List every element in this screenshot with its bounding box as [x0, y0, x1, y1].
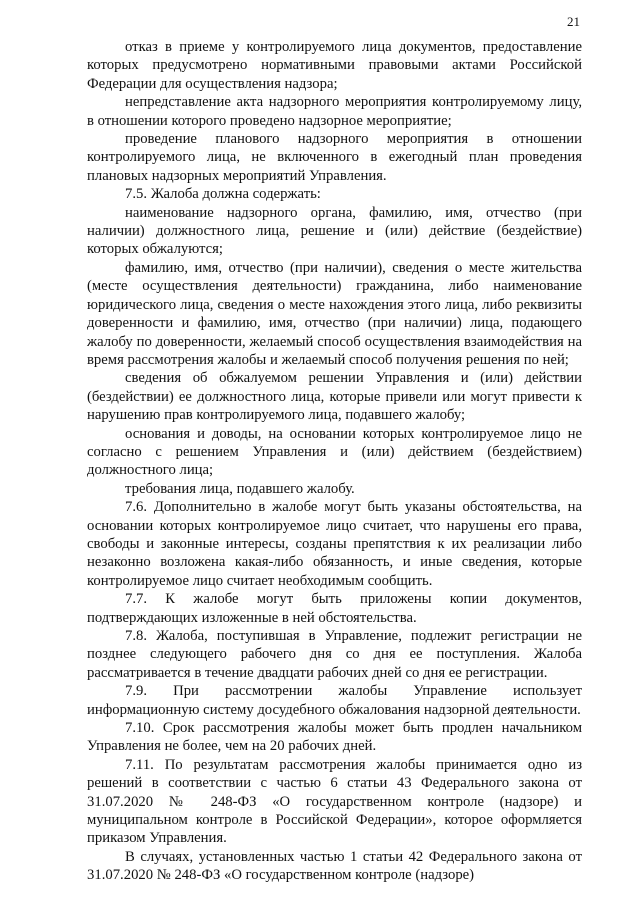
paragraph: основания и доводы, на основании которых контролируемое лицо не согласно с решением Управления и (или) действием (бездействием) должностного лица; [87, 425, 582, 479]
paragraph: 7.11. По результатам рассмотрения жалобы принимается одно из решений в соответствии с частью 6 статьи 43 Федерального закона от 31.07.2020 № 248-ФЗ «О государственном контроле (надзоре) и муниципальном контроле в Российской Федерации», которое оформляется приказом Управления. [87, 756, 582, 847]
paragraph: сведения об обжалуемом решении Управления и (или) действии (бездействии) ее должностного лица, которые привели или могут привести к нарушению прав контролируемого лица, подавшего жалобу; [87, 370, 582, 424]
paragraph: 7.6. Дополнительно в жалобе могут быть указаны обстоятельства, на основании которых контролируемое лицо считает, что нарушены его права, свободы и законные интересы, созданы препятствия к их реализации либо незаконно возложена какая-либо обязанность, и иные сведения, которые контролируемое лицо считает необходимым сообщить. [87, 499, 582, 589]
paragraph: наименование надзорного органа, фамилию, имя, отчество (при наличии) должностного лица, решение и (или) действие (бездействие) которых обжалуются; [87, 204, 582, 258]
paragraph: 7.10. Срок рассмотрения жалобы может быть продлен начальником Управления не более, чем на 20 рабочих дней. [87, 720, 582, 755]
paragraph: 7.9. При рассмотрении жалобы Управление использует информационную систему досудебного обжалования надзорной деятельности. [87, 683, 582, 718]
paragraph: 7.7. К жалобе могут быть приложены копии документов, подтверждающих изложенные в ней обстоятельства. [87, 591, 582, 626]
paragraph: 7.8. Жалоба, поступившая в Управление, подлежит регистрации не позднее следующего рабочего дня со дня ее поступления. Жалоба рассматривается в течение двадцати рабочих дней со дня ее регистрации. [87, 628, 582, 681]
paragraph: фамилию, имя, отчество (при наличии), сведения о месте жительства (месте осуществления деятельности) гражданина, либо наименование юридического лица, сведения о месте нахождения этого лица, либо реквизиты доверенности и фамилию, имя, отчество (при наличии) лица, подающего жалобу по доверенности, желаемый способ осуществления взаимодействия на время рассмотрения жалобы и желаемый способ получения решения по ней; [87, 259, 582, 368]
paragraph: 7.5. Жалоба должна содержать: [125, 186, 321, 203]
paragraph: требования лица, подавшего жалобу. [125, 480, 355, 497]
paragraph: В случаях, установленных частью 1 статьи 42 Федерального закона от 31.07.2020 № 248-ФЗ «О государственном контроле (надзоре) [87, 848, 582, 884]
paragraph: проведение планового надзорного мероприятия в отношении контролируемого лица, не включенного в ежегодный план проведения плановых надзорных мероприятий Управления. [87, 131, 582, 184]
paragraph: непредставление акта надзорного мероприятия контролируемому лицу, в отношении которого проведено надзорное мероприятие; [87, 94, 582, 129]
page-number: 21 [567, 14, 580, 29]
document-body [87, 38, 582, 885]
paragraph: отказ в приеме у контролируемого лица документов, предоставление которых предусмотрено нормативными правовыми актами Российской Федерации для осуществления надзора; [87, 39, 582, 92]
